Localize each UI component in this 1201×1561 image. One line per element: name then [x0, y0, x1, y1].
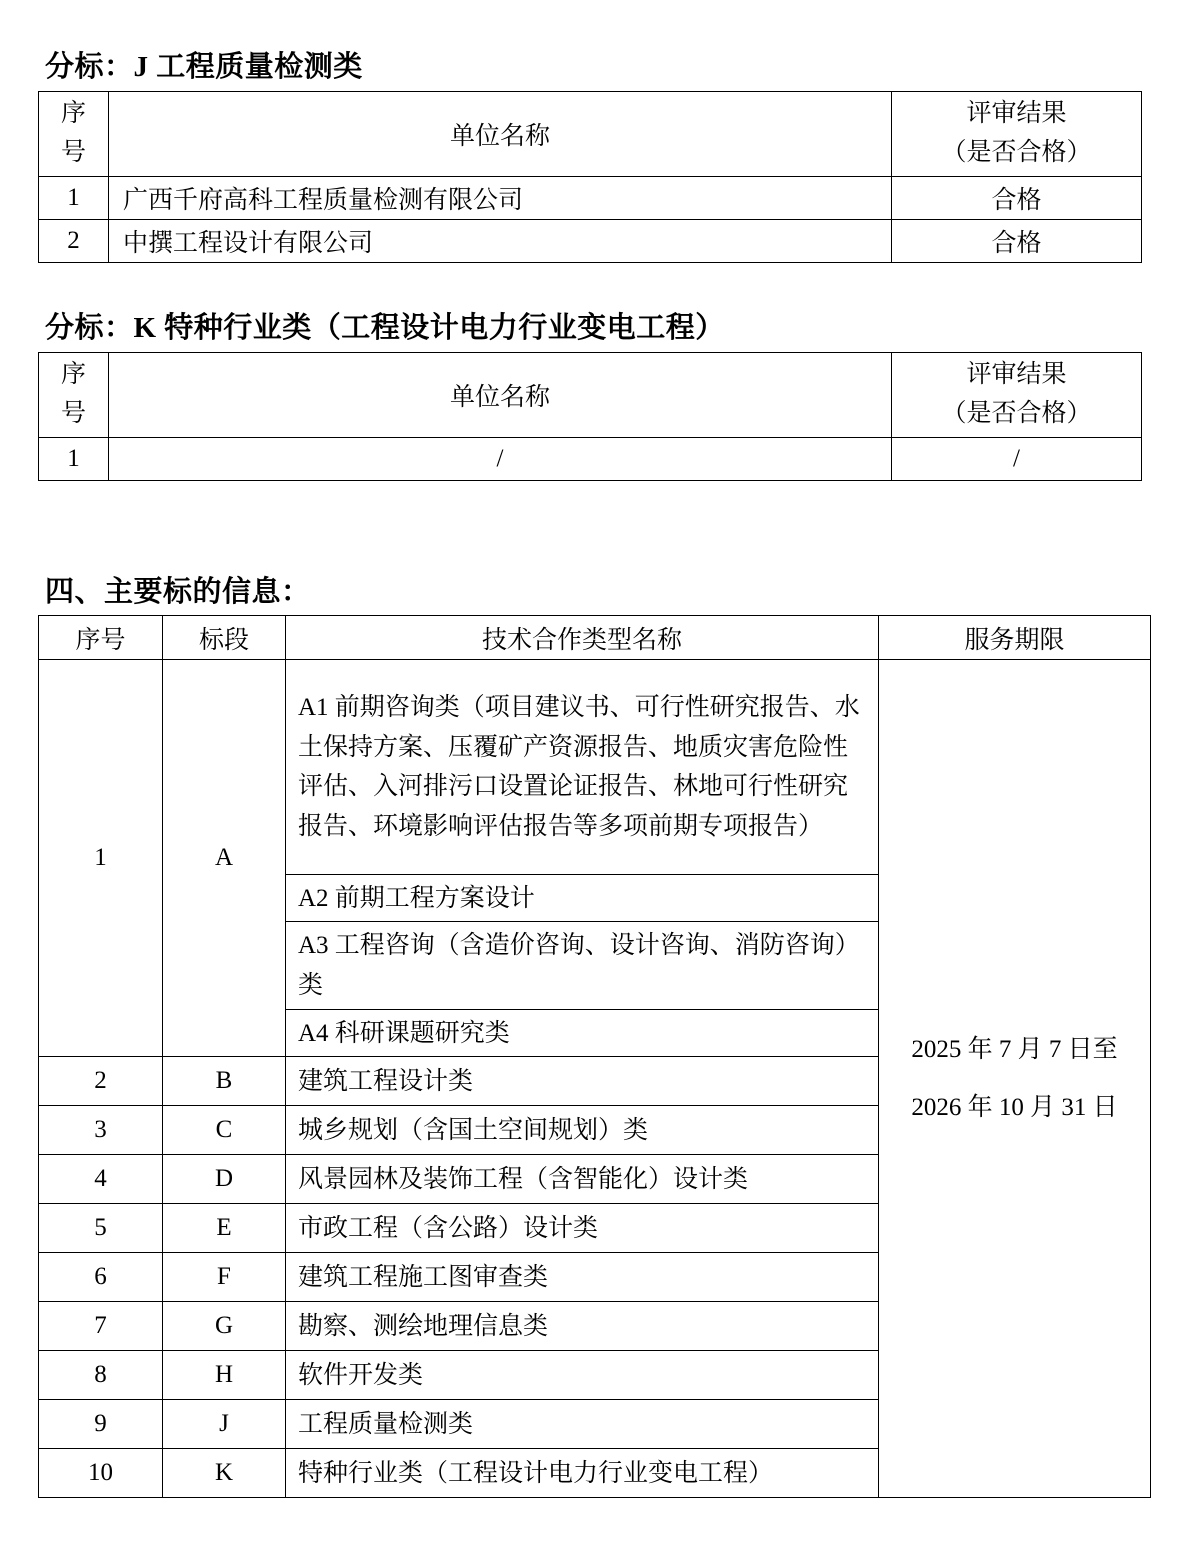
cell-type: 工程质量检测类: [286, 1400, 879, 1449]
cell-unit: 广西千府高科工程质量检测有限公司: [109, 176, 892, 219]
cell-type: 勘察、测绘地理信息类: [286, 1302, 879, 1351]
cell-no: 2: [39, 1057, 163, 1106]
cell-result: 合格: [892, 219, 1142, 262]
cell-no: 7: [39, 1302, 163, 1351]
cell-lot: E: [163, 1204, 286, 1253]
cell-lot: K: [163, 1449, 286, 1498]
header-result: [892, 91, 1142, 176]
cell-no: 10: [39, 1449, 163, 1498]
service-period-line1: 2025 年 7 月 7 日至: [911, 1036, 1118, 1064]
header-result: [892, 352, 1142, 437]
cell-no: 1: [39, 660, 163, 1057]
service-period-line2: 2026 年 10 月 31 日: [911, 1093, 1118, 1121]
section-k-heading: 分标：K 特种行业类（工程设计电力行业变电工程）: [45, 311, 725, 344]
cell-no: 1: [39, 176, 109, 219]
header-result-line1: 评审结果: [966, 360, 1067, 388]
cell-no: 6: [39, 1253, 163, 1302]
cell-type-a1: A1 前期咨询类（项目建议书、可行性研究报告、水土保持方案、压覆矿产资源报告、地质灾害危险性评估、入河排污口设置论证报告、林地可行性研究报告、环境影响评估报告等多项前期专项报告）: [286, 660, 879, 875]
cell-type: 风景园林及装饰工程（含智能化）设计类: [286, 1155, 879, 1204]
cell-unit: 中撰工程设计有限公司: [109, 219, 892, 262]
cell-lot: F: [163, 1253, 286, 1302]
cell-lot: J: [163, 1400, 286, 1449]
section-main-heading: 四、主要标的信息：: [45, 575, 311, 608]
cell-type: 软件开发类: [286, 1351, 879, 1400]
cell-no: 9: [39, 1400, 163, 1449]
cell-type-a4: A4 科研课题研究类: [286, 1010, 879, 1057]
header-no-label: 序号: [60, 360, 86, 427]
table-header-row: [39, 91, 1142, 176]
cell-lot: A: [163, 660, 286, 1057]
header-unit: 单位名称: [109, 91, 892, 176]
header-type: 技术合作类型名称: [286, 616, 879, 660]
cell-result: 合格: [892, 176, 1142, 219]
section-j-table: [38, 91, 1142, 263]
cell-no: 5: [39, 1204, 163, 1253]
cell-result: /: [892, 437, 1142, 480]
cell-no: 4: [39, 1155, 163, 1204]
cell-type: 建筑工程设计类: [286, 1057, 879, 1106]
header-no: [39, 91, 109, 176]
cell-type: 城乡规划（含国土空间规划）类: [286, 1106, 879, 1155]
cell-no: 1: [39, 437, 109, 480]
header-result-line2: （是否合格）: [941, 138, 1092, 166]
cell-unit: /: [109, 437, 892, 480]
table-row: [39, 176, 1142, 219]
cell-no: 2: [39, 219, 109, 262]
cell-type: 建筑工程施工图审查类: [286, 1253, 879, 1302]
header-period: 服务期限: [879, 616, 1151, 660]
table-row-a1: [39, 660, 1151, 875]
section-j-heading: 分标：J 工程质量检测类: [45, 51, 363, 83]
header-unit: 单位名称: [109, 352, 892, 437]
cell-lot: D: [163, 1155, 286, 1204]
cell-type-a3: A3 工程咨询（含造价咨询、设计咨询、消防咨询）类: [286, 922, 879, 1010]
table-row: [39, 437, 1142, 480]
cell-type: 特种行业类（工程设计电力行业变电工程）: [286, 1449, 879, 1498]
cell-service-period: [879, 660, 1151, 1498]
main-lots-table: [38, 615, 1151, 1498]
cell-no: 8: [39, 1351, 163, 1400]
header-no: 序号: [39, 616, 163, 660]
header-result-line1: 评审结果: [966, 100, 1067, 128]
cell-type: 市政工程（含公路）设计类: [286, 1204, 879, 1253]
cell-lot: H: [163, 1351, 286, 1400]
cell-lot: B: [163, 1057, 286, 1106]
header-no-label: 序号: [60, 100, 86, 166]
cell-type-a2: A2 前期工程方案设计: [286, 875, 879, 922]
cell-lot: G: [163, 1302, 286, 1351]
section-k-table: [38, 352, 1142, 481]
table-header-row: [39, 352, 1142, 437]
cell-no: 3: [39, 1106, 163, 1155]
header-result-line2: （是否合格）: [941, 399, 1092, 427]
header-no: [39, 352, 109, 437]
header-lot: 标段: [163, 616, 286, 660]
table-row: [39, 219, 1142, 262]
cell-lot: C: [163, 1106, 286, 1155]
table-header-row: [39, 616, 1151, 660]
